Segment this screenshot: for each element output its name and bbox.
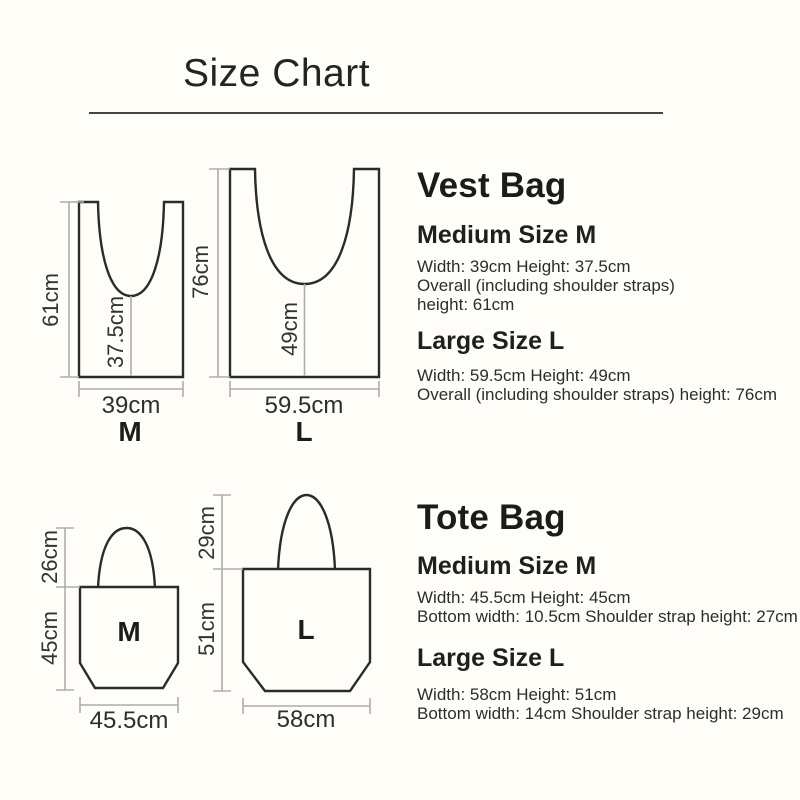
vest-medium-line2: Overall (including shoulder straps) xyxy=(417,276,675,295)
vest-bag-heading: Vest Bag xyxy=(417,166,567,205)
vest-m-body-height-label: 37.5cm xyxy=(103,295,128,369)
vest-medium-line1: Width: 39cm Height: 37.5cm xyxy=(417,257,631,276)
tote-large-line2: Bottom width: 14cm Shoulder strap height: 29cm xyxy=(417,704,784,723)
tote-m-size-letter: M xyxy=(117,616,141,647)
tote-large-heading: Large Size L xyxy=(417,644,565,672)
tote-medium-line1: Width: 45.5cm Height: 45cm xyxy=(417,588,631,607)
vest-medium-heading: Medium Size M xyxy=(417,221,597,249)
tote-l-handle-outline xyxy=(278,495,335,570)
vest-medium-details xyxy=(417,257,675,314)
vest-m-width-label: 39cm xyxy=(101,392,161,419)
tote-m-handle-height-label: 26cm xyxy=(37,530,62,584)
vest-large-line2: Overall (including shoulder straps) height: 76cm xyxy=(417,385,778,404)
tote-large-details xyxy=(417,685,784,723)
vest-l-width-label: 59.5cm xyxy=(264,392,344,419)
tote-bag-heading: Tote Bag xyxy=(417,498,566,537)
vest-m-size-letter: M xyxy=(118,416,142,447)
tote-m-body-height-label: 45cm xyxy=(37,611,62,665)
tote-medium-heading: Medium Size M xyxy=(417,552,597,580)
tote-l-body-height-label: 51cm xyxy=(194,602,219,656)
tote-medium-details xyxy=(417,588,798,626)
vest-l-size-letter: L xyxy=(295,416,313,447)
tote-medium-line2: Bottom width: 10.5cm Shoulder strap height: 27cm xyxy=(417,607,798,626)
tote-m-width-label: 45.5cm xyxy=(89,707,169,734)
tote-l-width-label: 58cm xyxy=(276,706,336,733)
vest-m-overall-height-label: 61cm xyxy=(38,273,63,327)
tote-m-handle-outline xyxy=(98,528,155,588)
tote-l-size-letter: L xyxy=(297,614,315,645)
vest-l-overall-height-label: 76cm xyxy=(188,245,213,299)
page-title: Size Chart xyxy=(183,52,371,95)
vest-large-line1: Width: 59.5cm Height: 49cm xyxy=(417,366,631,385)
tote-large-line1: Width: 58cm Height: 51cm xyxy=(417,685,617,704)
vest-medium-line3: height: 61cm xyxy=(417,295,515,314)
vest-large-heading: Large Size L xyxy=(417,327,565,355)
vest-l-body-height-label: 49cm xyxy=(277,302,302,356)
vest-large-details xyxy=(417,366,777,404)
tote-l-handle-height-label: 29cm xyxy=(194,506,219,560)
